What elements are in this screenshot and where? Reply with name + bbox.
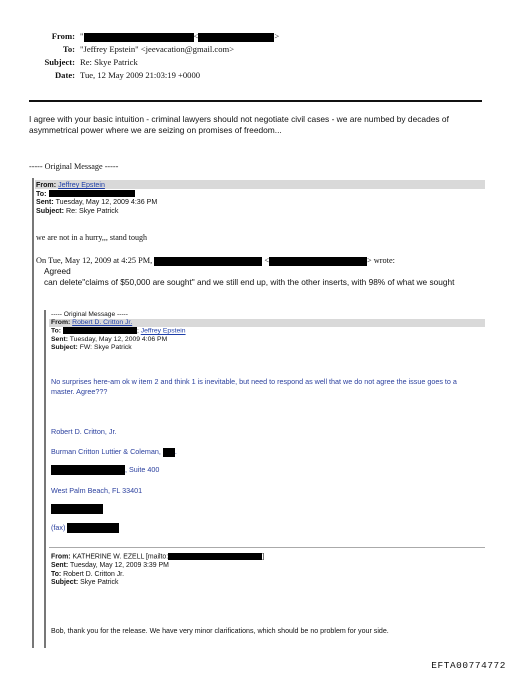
to-label: To:	[62, 44, 75, 54]
document-id: EFTA00774772	[431, 660, 506, 671]
quote1-message: we are not in a hurry,,, stand tough	[36, 233, 148, 242]
date-label: Date:	[54, 70, 75, 80]
from-label: From:	[51, 31, 75, 41]
email-header	[0, 30, 512, 82]
quote-bar	[44, 310, 46, 648]
message-body: I agree with your basic intuition - criminal lawyers should not negotiate civil cases - we are numbed by decades of asymmetrical power where we are seizing on promises of freedom...	[29, 114, 449, 135]
quote3-divider	[49, 547, 485, 548]
redaction-block	[51, 465, 125, 475]
redaction-block	[198, 33, 274, 42]
redaction-block	[49, 190, 135, 197]
subject-label: Subject:	[44, 57, 75, 67]
redaction-block	[63, 327, 137, 334]
redaction-block	[84, 33, 194, 42]
redaction-block	[269, 257, 367, 266]
from-value: " < >	[80, 31, 280, 41]
redaction-block	[163, 448, 175, 457]
quote2-from-link[interactable]: Robert D. Critton Jr.	[72, 319, 133, 326]
quote1-on-wrote: On Tue, May 12, 2009 at 4:25 PM, < > wrote:	[36, 256, 395, 265]
to-value: "Jeffrey Epstein" <jeevacation@gmail.com>	[80, 44, 235, 54]
quote3-message: Bob, thank you for the release. We have very minor clarifications, which should be no problem for your side.	[51, 627, 389, 635]
quote2-header: From: Robert D. Critton Jr. To: ; Jeffrey Epstein Sent: Tuesday, May 12, 2009 4:06 PM Subject: FW: Skye Patrick	[51, 319, 186, 351]
header-to-row	[0, 43, 512, 56]
signature-firm: Burman Critton Luttier & Coleman, .	[51, 447, 177, 456]
quote1-agreed: Agreed can delete"claims of $50,000 are sought" and we still end up, with the other inserts, with 98% of what we sought	[44, 266, 455, 287]
quote1-from-link[interactable]: Jeffrey Epstein	[58, 181, 105, 189]
header-from-row	[0, 30, 512, 43]
redaction-block	[154, 257, 262, 266]
quote1-header: From: Jeffrey Epstein To: Sent: Tuesday, May 12, 2009 4:36 PM Subject: Re: Skye Patrick	[36, 181, 158, 215]
header-divider	[29, 100, 482, 102]
original-message-separator: ----- Original Message -----	[29, 162, 119, 171]
signature-name: Robert D. Critton, Jr.	[51, 427, 117, 436]
quote-bar	[32, 178, 34, 648]
redaction-block	[51, 504, 103, 514]
redaction-block	[67, 523, 119, 533]
header-subject-row	[0, 56, 512, 69]
signature-phone	[51, 504, 103, 514]
quote2-to-link[interactable]: Jeffrey Epstein	[140, 327, 186, 335]
quote3-header: From: KATHERINE W. EZELL [mailto: ] Sent: Tuesday, May 12, 2009 3:39 PM To: Robert D. Critton Jr. Subject: Skye Patrick	[51, 553, 265, 587]
date-value: Tue, 12 May 2009 21:03:19 +0000	[80, 70, 201, 80]
quote2-separator: ----- Original Message -----	[51, 311, 128, 318]
header-date-row	[0, 69, 512, 82]
quote2-message: No surprises here-am ok w item 2 and think 1 is inevitable, but need to respond as well that we do not agree the issue goes to a master. Agree???	[51, 377, 457, 396]
redaction-block	[168, 553, 262, 560]
signature-city: West Palm Beach, FL 33401	[51, 486, 143, 495]
subject-value: Re: Skye Patrick	[80, 57, 138, 67]
signature-fax: (fax)	[51, 523, 119, 533]
signature-address: , Suite 400	[51, 465, 159, 475]
